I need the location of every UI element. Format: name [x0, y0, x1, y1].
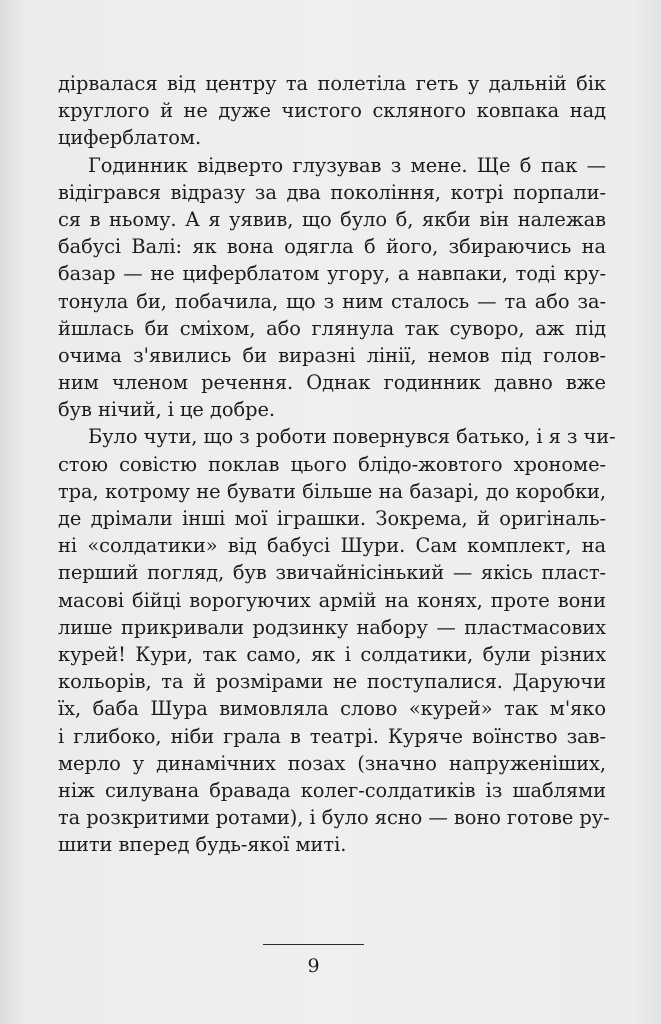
text-line: шити вперед будь-якої миті. [58, 833, 347, 857]
text-line: круглого й не дуже чистого скляного ковпака над [58, 99, 606, 123]
text-line: перший погляд, був звичайнісінький — якісь пласт- [58, 561, 606, 585]
text-line: був нічий, і це добре. [58, 398, 275, 422]
text-line: ні «солдатики» від бабусі Шури. Сам комплект, на [58, 534, 606, 558]
text-line: ним членом речення. Однак годинник давно вже [58, 371, 606, 395]
text-line: відігрався відразу за два покоління, котрі порпали- [58, 180, 606, 204]
text-line: мерло у динамічних позах (значно напруженіших, [58, 751, 606, 775]
text-line: базар — не циферблатом угору, а навпаки, тоді кру- [58, 262, 606, 286]
body-text [58, 70, 616, 858]
text-line: дірвалася від центру та полетіла геть у дальній бік [58, 72, 606, 95]
text-line: тонула би, побачила, що з ним сталось — та або за- [58, 289, 606, 313]
text-line: курей! Кури, так само, як і солдатики, були різних [58, 642, 606, 666]
text-line: йшлась би сміхом, або глянула так суворо, аж під [58, 316, 606, 340]
text-line: очима з'явились би виразні лінії, немов під голов- [58, 343, 606, 367]
text-line: стою совістю поклав цього блідо-жовтого хрономе- [58, 452, 606, 476]
text-line: ніж силувана бравада колег-солдатиків із шаблями [58, 778, 606, 802]
text-line: їх, баба Шура вимовляла слово «курей» так м'яко [58, 697, 606, 721]
text-line: де дрімали інші мої іграшки. Зокрема, й оригіналь- [58, 507, 606, 530]
text-line: Було чути, що з роботи повернувся батько, і я з чи- [88, 425, 616, 449]
text-line: Годинник відверто глузував з мене. Ще б пак — [88, 153, 606, 177]
text-line: кольорів, та й розмірами не поступалися. Даруючи [58, 670, 606, 694]
text-line: і глибоко, ніби грала в театрі. Куряче воїнство зав- [58, 724, 606, 748]
text-line: бабусі Валі: як вона одягла б його, збираючись на [58, 235, 606, 259]
text-line: та розкритими ротами), і було ясно — воно готове ру- [58, 806, 610, 830]
text-line: лише прикривали родзинку набору — пластмасових [58, 615, 606, 639]
text-line: тра, котрому не бувати більше на базарі, до коробки, [58, 479, 606, 503]
page-number: 9 [307, 955, 320, 977]
text-line: масові бійці ворогуючих армій на конях, проте вони [58, 588, 606, 612]
text-line: ся в ньому. А я уявив, що було б, якби він належав [58, 207, 606, 231]
footer-divider [263, 944, 364, 945]
text-line: циферблатом. [58, 126, 202, 150]
